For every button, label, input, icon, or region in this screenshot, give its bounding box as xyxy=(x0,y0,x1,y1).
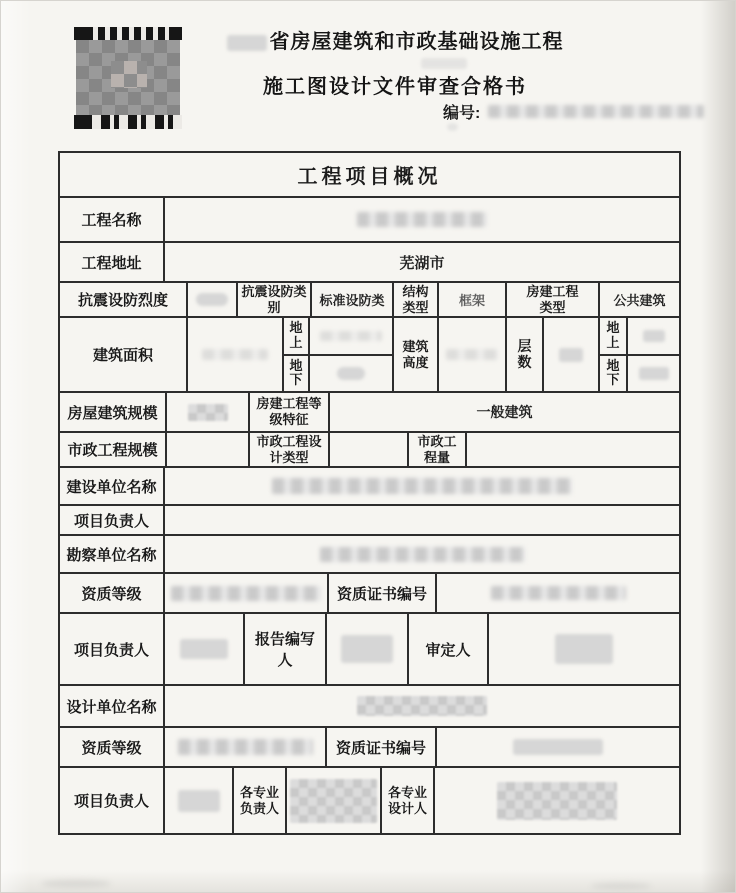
label-above-ground-2: 地上 xyxy=(606,320,620,350)
survey-qualification-row xyxy=(60,574,679,614)
scan-smudge xyxy=(591,883,651,890)
redacted-approver xyxy=(555,634,613,664)
document-title-line2: 施工图设计文件审查合格书 xyxy=(263,76,527,98)
redacted-building-area xyxy=(202,349,268,360)
label-discipline-leader: 各专业负责人 xyxy=(239,784,279,816)
scan-smudge xyxy=(41,880,111,888)
table-title: 工程项目概况 xyxy=(297,166,442,188)
label-design-unit: 设计单位名称 xyxy=(66,698,157,716)
construction-unit-row xyxy=(60,468,679,506)
project-leader-row xyxy=(60,506,679,536)
serial-number-label: 编号: xyxy=(443,105,481,122)
label-seismic-category: 抗震设防类别 xyxy=(241,283,307,315)
municipal-scale-row xyxy=(60,433,679,468)
empty-cell xyxy=(330,433,409,466)
label-construction-unit: 建设单位名称 xyxy=(66,478,157,496)
label-design-certificate-no: 资质证书编号 xyxy=(335,739,426,757)
label-municipal-quantity: 市政工程量 xyxy=(417,433,457,465)
label-project-name: 工程名称 xyxy=(81,212,142,229)
label-municipal-scale: 市政工程规模 xyxy=(67,442,158,459)
redacted-seismic-intensity xyxy=(196,293,228,306)
value-structure-type: 框架 xyxy=(458,293,485,308)
scan-dot xyxy=(447,123,458,131)
project-overview-table xyxy=(58,151,681,835)
label-below-ground: 地下 xyxy=(289,357,303,388)
redacted-below-ground-area-2 xyxy=(639,367,669,380)
redacted-design-qualification xyxy=(178,739,313,755)
label-design-leader: 项目负责人 xyxy=(73,793,149,810)
empty-cell xyxy=(167,433,250,466)
redacted-province-name xyxy=(227,35,267,51)
label-qualification: 资质等级 xyxy=(81,585,142,603)
value-building-grade: 一般建筑 xyxy=(476,404,533,420)
redacted-housing-scale xyxy=(188,404,228,421)
redacted-building-height xyxy=(446,349,498,360)
label-below-ground-2: 地下 xyxy=(606,357,620,388)
label-structure-type: 结构类型 xyxy=(402,283,429,315)
document-title-block xyxy=(213,25,577,99)
redacted-certificate-no xyxy=(491,586,626,600)
survey-people-row xyxy=(60,614,679,686)
redacted-discipline-leaders xyxy=(290,779,377,823)
label-project-address: 工程地址 xyxy=(81,254,142,272)
redacted-design-unit xyxy=(357,696,487,716)
label-survey-leader: 项目负责人 xyxy=(73,641,149,659)
label-building-height: 建筑高度 xyxy=(402,338,429,370)
project-address-row xyxy=(60,243,679,283)
label-building-area: 建筑面积 xyxy=(92,347,153,364)
value-project-address: 芜湖市 xyxy=(399,254,445,272)
label-certificate-no: 资质证书编号 xyxy=(336,585,427,603)
label-building-grade: 房建工程等级特征 xyxy=(256,396,322,427)
redacted-design-leader xyxy=(178,790,220,812)
label-housing-scale: 房屋建筑规模 xyxy=(67,404,158,422)
design-people-row xyxy=(60,768,679,833)
scan-smudge xyxy=(421,58,467,69)
redacted-survey-leader xyxy=(180,639,228,659)
label-above-ground: 地上 xyxy=(289,320,303,350)
design-qualification-row xyxy=(60,728,679,768)
label-design-qualification: 资质等级 xyxy=(81,739,142,757)
label-project-leader: 项目负责人 xyxy=(73,512,149,530)
label-municipal-design-type: 市政工程设计类型 xyxy=(256,433,322,465)
label-seismic-intensity: 抗震设防烈度 xyxy=(77,292,168,309)
redacted-floors xyxy=(559,348,583,362)
seismic-row xyxy=(60,283,679,318)
building-area-row xyxy=(60,318,679,393)
redacted-construction-unit xyxy=(272,478,572,494)
redacted-report-writer xyxy=(341,635,393,663)
redacted-above-ground-area xyxy=(320,331,382,341)
qr-code-bottom-modules xyxy=(74,115,182,129)
redacted-design-certificate-no xyxy=(513,739,603,755)
qr-code xyxy=(74,27,182,129)
redacted-above-ground-area-2 xyxy=(643,330,665,342)
qr-code-pixelated-center xyxy=(76,40,180,115)
redacted-qualification xyxy=(171,586,321,601)
value-building-project-type: 公共建筑 xyxy=(613,293,666,308)
qr-code-top-modules xyxy=(74,27,182,40)
label-report-writer: 报告编写人 xyxy=(254,631,315,669)
redacted-survey-unit xyxy=(320,547,525,562)
serial-number-row xyxy=(443,100,704,123)
design-unit-row xyxy=(60,686,679,728)
label-floors: 层数 xyxy=(517,338,532,370)
value-seismic-category: 标准设防类 xyxy=(319,293,385,308)
survey-unit-row xyxy=(60,536,679,574)
redacted-below-ground-area xyxy=(337,367,365,380)
label-approver: 审定人 xyxy=(425,641,471,659)
redacted-serial-number xyxy=(488,105,704,118)
project-name-row xyxy=(60,198,679,243)
table-title-row xyxy=(60,153,679,198)
empty-cell xyxy=(165,506,679,534)
document-title-line1 xyxy=(213,25,577,54)
redacted-discipline-designers xyxy=(497,782,617,820)
empty-cell xyxy=(467,433,679,466)
housing-scale-row xyxy=(60,393,679,433)
document-title-line1-text: 省房屋建筑和市政基础设施工程 xyxy=(269,31,564,53)
label-survey-unit: 勘察单位名称 xyxy=(66,546,157,564)
redacted-project-name xyxy=(357,212,487,227)
label-discipline-designer: 各专业设计人 xyxy=(387,784,427,816)
label-building-project-type: 房建工程类型 xyxy=(526,283,579,315)
